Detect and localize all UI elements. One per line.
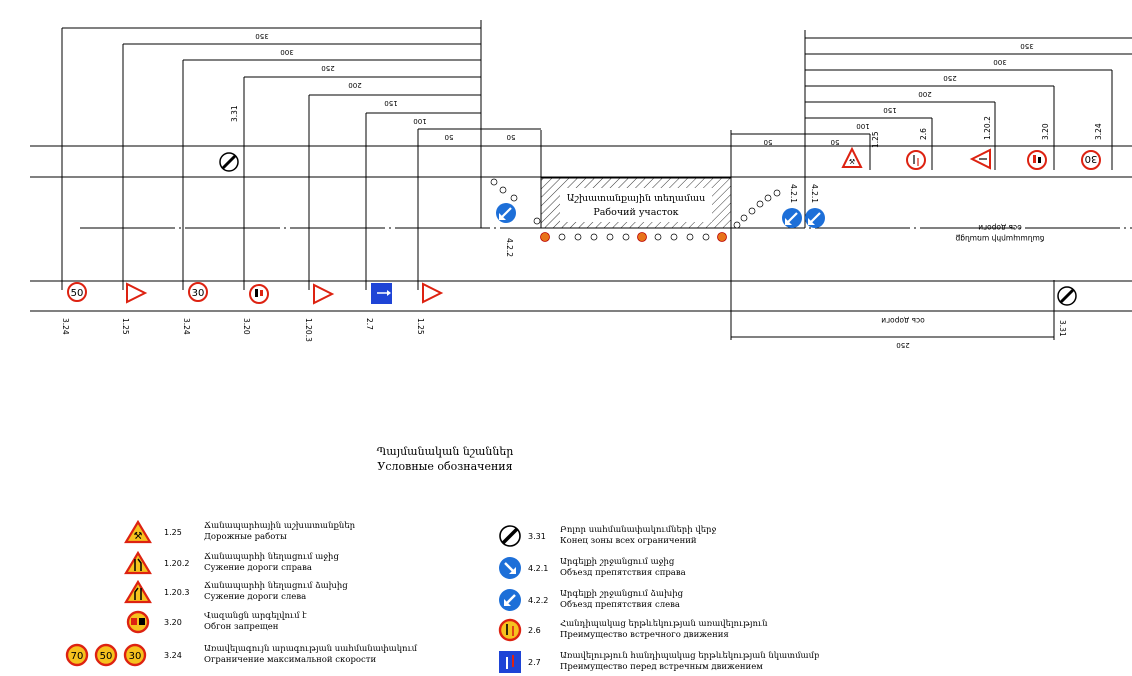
legend-item-speed-limit: 70 50 30 3.24 Առավելագույն արագության սահմանափակում Ограничение максимальной скорости — [64, 641, 417, 669]
svg-text:2.7: 2.7 — [365, 318, 374, 330]
pass-left-sign-scheme — [496, 203, 516, 223]
svg-text:200: 200 — [918, 90, 932, 98]
code-3-20-top: 3.20 — [1041, 123, 1050, 140]
svg-text:50: 50 — [830, 138, 840, 146]
svg-text:1.25: 1.25 — [121, 318, 130, 335]
oncoming-priority-sign-icon — [498, 618, 522, 642]
road-works-sign-bottom-1 — [127, 284, 145, 302]
svg-text:⚒: ⚒ — [848, 158, 856, 166]
code-1-20-2: 1.20.2 — [983, 116, 992, 140]
oncoming-priority-sign-top — [907, 151, 925, 169]
code-4-2-1-a: 4.2.1 — [789, 184, 798, 204]
pass-left-sign-scheme-2 — [782, 208, 802, 228]
speed-limit-sign-icon — [64, 643, 164, 667]
road-works-sign-icon — [124, 520, 152, 544]
svg-text:350: 350 — [255, 32, 269, 40]
code-2-6: 2.6 — [919, 128, 928, 140]
svg-text:350: 350 — [1020, 42, 1034, 50]
end-restrictions-sign-top — [220, 153, 238, 171]
no-overtaking-sign-icon — [124, 610, 152, 634]
legend-item-narrows-right: 1.20.2 Ճանապարհի նեղացում աջից Сужение дороги справа — [124, 549, 339, 577]
svg-text:50: 50 — [506, 133, 516, 141]
legend-item-road-works: ⚒ 1.25 Ճանապարհային աշխատանքներ Дорожные работы — [124, 518, 355, 546]
no-overtaking-sign-top — [1028, 151, 1046, 169]
svg-text:250: 250 — [943, 74, 957, 82]
svg-text:3.20: 3.20 — [242, 318, 251, 335]
road-works-sign-top-right — [843, 149, 861, 167]
code-1-25-top: 1.25 — [871, 131, 880, 148]
svg-text:50: 50 — [70, 288, 84, 299]
code-3-24-top: 3.24 — [1094, 123, 1103, 140]
pass-left-sign-icon — [498, 588, 522, 612]
pass-right-sign-scheme — [805, 208, 825, 228]
end-restrictions-sign-bottom — [1058, 287, 1076, 305]
svg-text:3.24: 3.24 — [182, 318, 191, 335]
dims-right-labels — [764, 42, 1034, 146]
road-narrows-left-sign-bottom — [314, 285, 332, 303]
svg-text:30: 30 — [1084, 153, 1098, 164]
legend-item-narrows-left: 1.20.3 Ճանապարհի նեղացում ձախից Сужение дороги слева — [124, 578, 348, 606]
legend-title-ru: Условные обозначения — [377, 460, 513, 473]
legend-item-oncoming-priority: 2.6 Հանդիպակաց երթևեկության առավելություն Преимущество встречного движения — [498, 616, 768, 644]
no-overtaking-sign-bottom — [250, 285, 268, 303]
svg-text:30: 30 — [128, 651, 142, 662]
road-narrows-left-sign-icon — [124, 580, 152, 604]
svg-text:⚒: ⚒ — [133, 531, 143, 542]
speed-limit-50-icon — [93, 643, 119, 667]
svg-text:70: 70 — [70, 651, 84, 662]
pass-right-sign-icon — [498, 556, 522, 580]
legend-title — [340, 444, 550, 474]
svg-text:50: 50 — [763, 138, 773, 146]
road-narrows-sign-top — [972, 150, 990, 168]
legend-item-end-restrictions: 3.31 Բոլոր սահմանափակումների վերջ Конец зоны всех ограничений — [498, 522, 716, 550]
priority-sign-bottom — [371, 283, 392, 304]
svg-text:50: 50 — [444, 133, 454, 141]
speed-limit-sign-bottom-50 — [68, 283, 86, 301]
svg-text:300: 300 — [993, 58, 1007, 66]
svg-text:50: 50 — [99, 651, 113, 662]
dim-bottom: 250 — [896, 341, 910, 349]
dims-left-labels — [255, 32, 515, 141]
code-3-31-bottom: 3.31 — [1058, 320, 1067, 337]
svg-text:100: 100 — [856, 122, 870, 130]
axis-label-upper-ru: ось дороги — [978, 223, 1022, 232]
speed-limit-sign-top — [1082, 151, 1100, 169]
speed-limit-30-icon — [122, 643, 148, 667]
svg-text:300: 300 — [280, 48, 294, 56]
legend-item-priority-over-oncoming: 2.7 Առավելություն հանդիպակաց երթևեկության նկատմամբ Преимущество перед встречным движением — [498, 648, 819, 676]
svg-text:200: 200 — [348, 81, 362, 89]
svg-text:150: 150 — [883, 106, 897, 114]
end-of-restrictions-sign-icon — [498, 524, 522, 548]
svg-text:150: 150 — [384, 99, 398, 107]
svg-text:100: 100 — [413, 117, 427, 125]
svg-text:1.20.3: 1.20.3 — [304, 318, 313, 342]
speed-limit-sign-bottom-30 — [189, 283, 207, 301]
code-4-2-2: 4.2.2 — [505, 238, 514, 258]
priority-over-oncoming-sign-icon — [498, 650, 522, 674]
work-zone-label-am: Աշխատանքային տեղամաս — [566, 193, 706, 204]
svg-text:1.25: 1.25 — [416, 318, 425, 335]
legend-title-am: Պայմանական նշաններ — [376, 445, 514, 458]
road-works-sign-bottom-2 — [423, 284, 441, 302]
warning-lamps — [541, 233, 727, 242]
code-3-31-top: 3.31 — [230, 105, 239, 122]
legend-item-pass-left: 4.2.2 Արգելքի շրջանցում ձախից Объезд препятствия слева — [498, 586, 683, 614]
svg-text:30: 30 — [191, 288, 205, 299]
svg-text:250: 250 — [321, 64, 335, 72]
legend-item-pass-right: 4.2.1 Արգելքի շրջանցում աջից Объезд препятствия справа — [498, 554, 686, 582]
code-4-2-1-b: 4.2.1 — [810, 184, 819, 204]
road-narrows-right-sign-icon — [124, 551, 152, 575]
svg-text:3.24: 3.24 — [61, 318, 70, 335]
work-zone-label-ru: Рабочий участок — [593, 207, 679, 218]
axis-label-upper-am: ճանապարհի առանցք — [955, 234, 1045, 243]
speed-limit-70-icon — [64, 643, 90, 667]
bottom-codes — [61, 318, 425, 342]
dims-left — [62, 28, 541, 290]
legend-item-no-overtaking: 3.20 Վազանցն արգելվում է Обгон запрещен — [124, 608, 307, 636]
axis-label-lower: ось дороги — [881, 316, 925, 325]
